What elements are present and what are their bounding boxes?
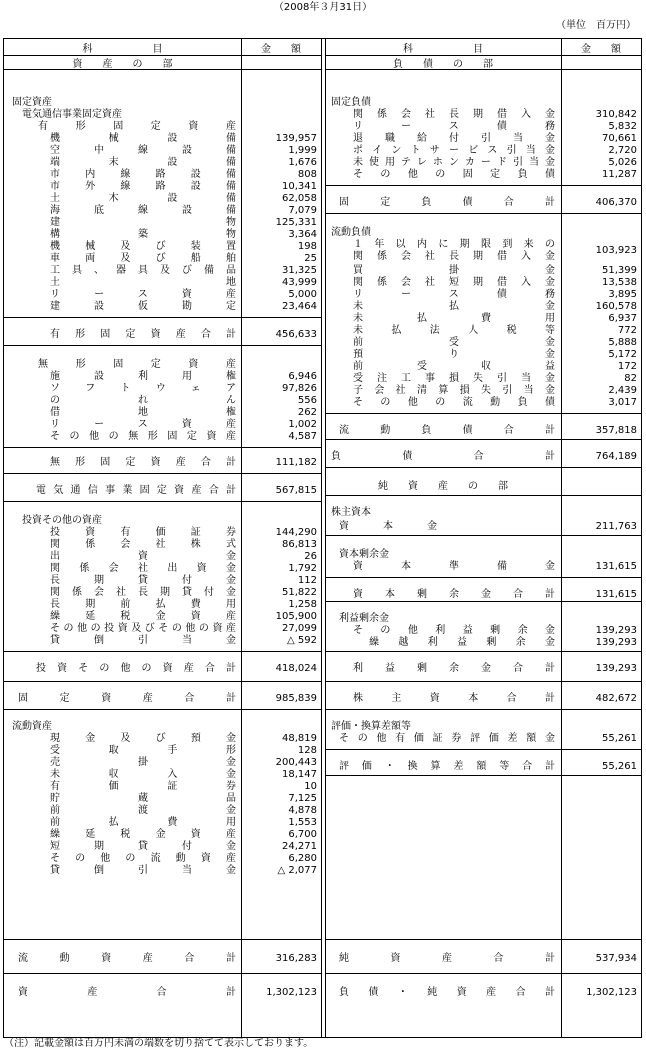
liability-amount: 5,026 — [608, 157, 637, 168]
asset-item-label: 借地権 — [50, 407, 236, 418]
asset-amount: 5,000 — [288, 289, 317, 300]
liability-item-label: 株主資本 — [331, 507, 371, 518]
asset-item-label: 投資その他の資産合計 — [36, 663, 236, 674]
liability-item-label: 未払法人税等 — [353, 325, 555, 336]
liability-item-label: 資本金 — [339, 521, 437, 532]
asset-item-label: 関係会社長期貸付金 — [50, 587, 236, 598]
asset-amount: 26 — [304, 551, 317, 562]
asset-item-label: 有価証券 — [50, 781, 236, 792]
asset-item-label: 空中線設備 — [50, 145, 236, 156]
footnote: （注）記載金額は百万円未満の端数を切り捨てて表示しております。 — [4, 1038, 314, 1049]
liability-item-label: その他の固定負債 — [353, 169, 555, 180]
liability-amount: 5,832 — [608, 121, 637, 132]
liability-amount: 772 — [617, 325, 637, 336]
asset-amount: 51,822 — [282, 587, 317, 598]
liability-amount: 3,017 — [608, 397, 637, 408]
asset-item-label: 車両及び船舶 — [50, 253, 236, 264]
asset-item-label: 売掛金 — [50, 757, 236, 768]
asset-item-label: リース資産 — [50, 419, 236, 430]
balance-sheet-table — [3, 38, 642, 1038]
asset-item-label: その他の無形固定資産 — [50, 431, 236, 442]
liability-item-label: その他有価証券評価差額金 — [339, 733, 555, 744]
asset-amount: 7,079 — [288, 205, 317, 216]
asset-item-label: 無形固定資産 — [38, 359, 236, 370]
asset-item-label: 関係会社出資金 — [50, 563, 236, 574]
liability-amount: 55,261 — [602, 761, 637, 772]
asset-item-label: 関係会社株式 — [50, 539, 236, 550]
left-header-amount: 金 額 — [261, 44, 301, 55]
liability-item-label: 利益剰余金 — [339, 613, 389, 624]
liability-amount: 211,763 — [595, 521, 637, 532]
asset-item-label: 工具、器具及び備品 — [50, 265, 236, 276]
asset-item-label: 市外線路設備 — [50, 181, 236, 192]
asset-amount: 3,364 — [288, 229, 317, 240]
asset-amount: △ 2,077 — [277, 865, 317, 876]
asset-item-label: 端末設備 — [50, 157, 236, 168]
asset-item-label: 資産合計 — [18, 987, 236, 998]
liability-amount: 537,934 — [595, 953, 637, 964]
asset-amount: 985,839 — [275, 693, 317, 704]
liability-amount: 82 — [624, 373, 637, 384]
asset-item-label: 固定資産 — [12, 97, 52, 108]
liability-item-label: 流動負債合計 — [339, 425, 555, 436]
asset-item-label: 前払費用 — [50, 817, 236, 828]
asset-item-label: 投資有価証券 — [50, 527, 236, 538]
asset-amount: △ 592 — [287, 635, 317, 646]
liability-amount: 406,370 — [595, 197, 637, 208]
asset-item-label: 出資金 — [50, 551, 236, 562]
asset-amount: 6,700 — [288, 829, 317, 840]
asset-item-label: 固定資産合計 — [18, 693, 236, 704]
asset-item-label: 土地 — [50, 277, 236, 288]
asset-amount: 105,900 — [275, 611, 317, 622]
liability-item-label: 株主資本合計 — [353, 693, 555, 704]
liability-amount: 3,895 — [608, 289, 637, 300]
asset-amount: 200,443 — [275, 757, 317, 768]
asset-item-label: 投資その他の資産 — [22, 515, 102, 526]
liability-amount: 6,937 — [608, 313, 637, 324]
asset-amount: 62,058 — [282, 193, 317, 204]
liability-amount: 482,672 — [595, 693, 637, 704]
liability-amount: 172 — [617, 361, 637, 372]
asset-amount: 316,283 — [275, 953, 317, 964]
asset-amount: 4,878 — [288, 805, 317, 816]
asset-amount: 31,325 — [282, 265, 317, 276]
asset-amount: 1,258 — [288, 599, 317, 610]
asset-amount: 418,024 — [275, 663, 317, 674]
liability-item-label: 未払費用 — [353, 313, 555, 324]
liability-item-label: 関係会社長期借入金 — [353, 251, 555, 262]
liability-amount: 5,888 — [608, 337, 637, 348]
liability-amount: 51,399 — [602, 265, 637, 276]
liability-amount: 1,302,123 — [586, 987, 637, 998]
asset-item-label: 建設仮勘定 — [50, 301, 236, 312]
asset-item-label: 短期貸付金 — [50, 841, 236, 852]
liability-amount: 103,923 — [595, 245, 637, 256]
asset-amount: 23,464 — [282, 301, 317, 312]
asset-amount: 1,553 — [288, 817, 317, 828]
asset-item-label: リース資産 — [50, 289, 236, 300]
liability-item-label: 固定負債合計 — [339, 197, 555, 208]
liability-amount: 13,538 — [602, 277, 637, 288]
asset-amount: 10,341 — [282, 181, 317, 192]
liability-item-label: 負 債 の 部 — [393, 59, 493, 70]
asset-amount: 112 — [297, 575, 317, 586]
statement-date: （2008年３月31日） — [273, 2, 373, 13]
asset-amount: 6,946 — [288, 371, 317, 382]
liability-amount: 131,615 — [595, 561, 637, 572]
asset-item-label: 有形固定資産合計 — [50, 329, 236, 340]
asset-amount: 86,813 — [282, 539, 317, 550]
asset-item-label: 繰延税金資産 — [50, 829, 236, 840]
liability-amount: 139,293 — [595, 637, 637, 648]
liability-item-label: 受注工事損失引当金 — [353, 373, 555, 384]
liability-amount: 11,287 — [602, 169, 637, 180]
liability-amount: 70,661 — [602, 133, 637, 144]
liability-item-label: 純資産合計 — [339, 953, 555, 964]
right-header-item: 科 目 — [403, 44, 483, 55]
asset-item-label: 未収入金 — [50, 769, 236, 780]
liability-item-label: １年以内に期限到来の — [353, 239, 555, 250]
asset-amount: 1,002 — [288, 419, 317, 430]
liability-amount: 310,842 — [595, 109, 637, 120]
liability-item-label: 買掛金 — [353, 265, 555, 276]
liability-item-label: 前受収益 — [353, 361, 555, 372]
asset-item-label: 電気通信事業固定資産 — [22, 109, 122, 120]
asset-amount: 808 — [297, 169, 317, 180]
asset-amount: 48,819 — [282, 733, 317, 744]
asset-amount: 27,099 — [282, 623, 317, 634]
liability-item-label: 資本剰余金合計 — [353, 589, 555, 600]
liability-item-label: 関係会社長期借入金 — [353, 109, 555, 120]
asset-item-label: 長期貸付金 — [50, 575, 236, 586]
asset-item-label: 機械設備 — [50, 133, 236, 144]
liability-item-label: 負債・純資産合計 — [339, 987, 555, 998]
liability-item-label: 資本剰余金 — [339, 549, 389, 560]
liability-item-label: 未使用テレホンカード引当金 — [353, 157, 555, 168]
liability-item-label: 固定負債 — [331, 97, 371, 108]
liability-amount: 139,293 — [595, 625, 637, 636]
asset-item-label: 有形固定資産 — [38, 121, 236, 132]
asset-item-label: 貸倒引当金 — [50, 635, 236, 646]
liability-item-label: 関係会社短期借入金 — [353, 277, 555, 288]
liability-amount: 2,439 — [608, 385, 637, 396]
liability-item-label: 子会社清算損失引当金 — [353, 385, 555, 396]
asset-item-label: のれん — [50, 395, 236, 406]
asset-item-label: 海底線設備 — [50, 205, 236, 216]
asset-item-label: 電気通信事業固定資産合計 — [36, 485, 236, 496]
liability-amount: 55,261 — [602, 733, 637, 744]
liability-amount: 764,189 — [595, 451, 637, 462]
asset-item-label: 現金及び預金 — [50, 733, 236, 744]
asset-item-label: その他の投資及びその他の資産 — [50, 623, 236, 634]
liability-amount: 160,578 — [595, 301, 637, 312]
asset-amount: 25 — [304, 253, 317, 264]
asset-item-label: 機械及び装置 — [50, 241, 236, 252]
asset-amount: 262 — [297, 407, 317, 418]
liability-item-label: 退職給付引当金 — [353, 133, 555, 144]
liability-item-label: 未払金 — [353, 301, 555, 312]
asset-amount: 144,290 — [275, 527, 317, 538]
asset-item-label: 繰延税金資産 — [50, 611, 236, 622]
liability-amount: 2,720 — [608, 145, 637, 156]
asset-amount: 10 — [304, 781, 317, 792]
asset-item-label: 受取手形 — [50, 745, 236, 756]
asset-amount: 18,147 — [282, 769, 317, 780]
asset-item-label: 施設利用権 — [50, 371, 236, 382]
liability-item-label: 純 資 産 の 部 — [378, 481, 508, 492]
asset-amount: 43,999 — [282, 277, 317, 288]
liability-item-label: その他利益剰余金 — [353, 625, 555, 636]
liability-item-label: 繰越利益剰余金 — [369, 637, 555, 648]
asset-item-label: 流動資産合計 — [18, 953, 236, 964]
liability-item-label: リース債務 — [353, 289, 555, 300]
asset-amount: 556 — [297, 395, 317, 406]
asset-item-label: 流動資産 — [12, 721, 52, 732]
asset-amount: 24,271 — [282, 841, 317, 852]
asset-amount: 1,999 — [288, 145, 317, 156]
asset-amount: 456,633 — [275, 329, 317, 340]
asset-amount: 139,957 — [275, 133, 317, 144]
liability-item-label: 資本準備金 — [353, 561, 555, 572]
asset-amount: 6,280 — [288, 853, 317, 864]
liability-item-label: 評価・換算差額等 — [331, 721, 411, 732]
asset-amount: 198 — [297, 241, 317, 252]
left-header-item: 科 目 — [82, 44, 163, 55]
asset-item-label: 市内線路設備 — [50, 169, 236, 180]
asset-item-label: 土木設備 — [50, 193, 236, 204]
asset-amount: 1,676 — [288, 157, 317, 168]
liability-amount: 139,293 — [595, 663, 637, 674]
asset-item-label: 構築物 — [50, 229, 236, 240]
liability-item-label: 前受金 — [353, 337, 555, 348]
asset-amount: 97,826 — [282, 383, 317, 394]
liability-amount: 5,172 — [608, 349, 637, 360]
asset-item-label: 長期前払費用 — [50, 599, 236, 610]
asset-amount: 1,792 — [288, 563, 317, 574]
asset-item-label: 建物 — [50, 217, 236, 228]
asset-item-label: 前渡金 — [50, 805, 236, 816]
liability-item-label: 利益剰余金合計 — [353, 663, 555, 674]
asset-amount: 7,125 — [288, 793, 317, 804]
asset-item-label: その他の流動資産 — [50, 853, 236, 864]
liability-item-label: 流動負債 — [331, 227, 371, 238]
asset-amount: 567,815 — [275, 485, 317, 496]
liability-item-label: ポイントサービス引当金 — [353, 145, 555, 156]
asset-amount: 128 — [297, 745, 317, 756]
asset-amount: 1,302,123 — [266, 987, 317, 998]
liability-item-label: 預り金 — [353, 349, 555, 360]
asset-amount: 4,587 — [288, 431, 317, 442]
liability-item-label: リース債務 — [353, 121, 555, 132]
asset-item-label: 資 産 の 部 — [72, 59, 173, 70]
asset-item-label: 貸倒引当金 — [50, 865, 236, 876]
asset-amount: 125,331 — [275, 217, 317, 228]
asset-item-label: ソフトウェア — [50, 383, 236, 394]
liability-item-label: 評価・換算差額等合計 — [339, 761, 555, 772]
right-header-amount: 金 額 — [581, 44, 621, 55]
asset-item-label: 無形固定資産合計 — [50, 457, 236, 468]
unit-label: （単位 百万円） — [556, 20, 636, 31]
liability-amount: 357,818 — [595, 425, 637, 436]
liability-amount: 131,615 — [595, 589, 637, 600]
asset-amount: 111,182 — [275, 457, 317, 468]
liability-item-label: 負債合計 — [331, 451, 555, 462]
liability-item-label: その他の流動負債 — [353, 397, 555, 408]
asset-item-label: 貯蔵品 — [50, 793, 236, 804]
